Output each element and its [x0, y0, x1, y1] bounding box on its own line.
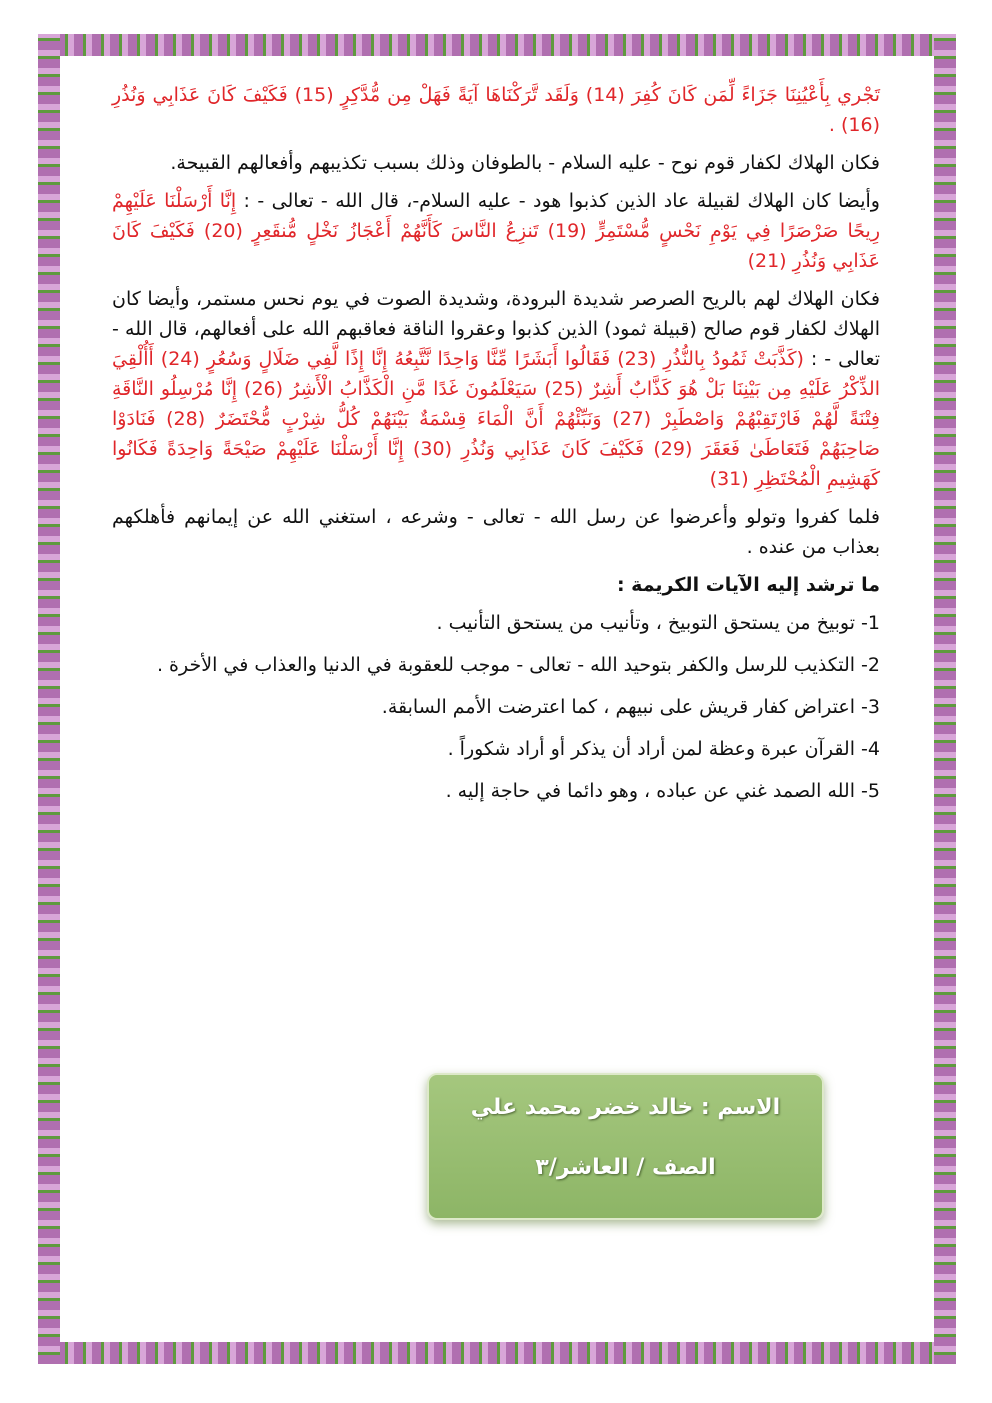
- lesson-item: 5- الله الصمد غني عن عباده ، وهو دائما في حاجة إليه .: [445, 780, 880, 802]
- student-name: الاسم : خالد خضر محمد علي: [470, 1095, 781, 1120]
- decorative-border-bottom: [38, 1342, 956, 1364]
- commentary-text: فكان الهلاك لكفار قوم نوح - عليه السلام - بالطوفان وذلك بسبب تكذيبهم وأفعالهم القبيحة.: [170, 152, 880, 174]
- quran-verse: (كَذَّبَتْ ثَمُودُ بِالنُّذُرِ (23) فَقَالُوا أَبَشَرًا مِّنَّا وَاحِدًا نَّتَّبِعُهُ إِنَّا إِذًا لَّفِي ضَلَالٍ وَسُعُرٍ (24) أَأُلْقِيَ الذِّكْرُ عَلَيْهِ مِن بَيْنِنَا بَلْ هُوَ كَذَّابٌ أَشِرٌ (25) سَيَعْلَمُونَ غَدًا مَّنِ الْكَذَّابُ الْأَشِرُ (26) إِنَّا مُرْسِلُو النَّاقَةِ فِتْنَةً لَّهُمْ فَارْتَقِبْهُمْ وَاصْطَبِرْ (27) وَنَبِّئْهُمْ أَنَّ الْمَاءَ قِسْمَةٌ بَيْنَهُمْ كُلُّ شِرْبٍ مُّحْتَضَرٌ (28) فَنَادَوْا صَاحِبَهُمْ فَتَعَاطَىٰ فَعَقَرَ (29) فَكَيْفَ كَانَ عَذَابِي وَنُذُرِ (30) إِنَّا أَرْسَلْنَا عَلَيْهِمْ صَيْحَةً وَاحِدَةً فَكَانُوا كَهَشِيمِ الْمُحْتَظِرِ (31): [112, 348, 880, 490]
- lesson-item: 3- اعتراض كفار قريش على نبيهم ، كما اعترضت الأمم السابقة.: [381, 696, 880, 718]
- commentary-text: وأيضا كان الهلاك لقبيلة عاد الذين كذبوا هود - عليه السلام-، قال الله - تعالى - :: [236, 190, 880, 212]
- student-class: الصف / العاشر/٣: [535, 1155, 716, 1180]
- lesson-item: 4- القرآن عبرة وعظة لمن أراد أن يذكر أو أراد شكوراً .: [447, 738, 880, 760]
- student-name-card: [427, 1073, 824, 1220]
- decorative-border-left: [38, 34, 60, 1364]
- quran-verse: إِنَّا أَرْسَلْنَا عَلَيْهِمْ رِيحًا صَرْصَرًا فِي يَوْمِ نَحْسٍ مُّسْتَمِرٍّ (19) تَنزِعُ النَّاسَ كَأَنَّهُمْ أَعْجَازُ نَخْلٍ مُّنقَعِرٍ (20) فَكَيْفَ كَانَ عَذَابِي وَنُذُرِ (21): [112, 190, 880, 272]
- decorative-border-top: [38, 34, 956, 56]
- lessons-list: [112, 608, 880, 806]
- commentary-text: فكان الهلاك لهم بالريح الصرصر شديدة البرودة، وشديدة الصوت في يوم نحس مستمر، وأيضا كان الهلاك لكفار قوم صالح (قبيلة ثمود) الذين كذبوا وعقروا الناقة فعاقبهم الله على أفعالهم، قال الله - تعالى - :: [112, 288, 881, 370]
- decorative-border-right: [934, 34, 956, 1364]
- paragraph-4: [112, 284, 880, 494]
- lesson-item: 2- التكذيب للرسل والكفر بتوحيد الله - تعالى - موجب للعقوبة في الدنيا والعذاب في الأخرة .: [156, 654, 880, 676]
- paragraph-5: [112, 502, 880, 562]
- quran-verse: تَجْري بِأَعْيُنِنَا جَزَاءً لِّمَن كَانَ كُفِرَ (14) وَلَقَد تَّرَكْنَاهَا آيَةً فَهَلْ مِن مُّدَّكِرٍ (15) فَكَيْفَ كَانَ عَذَابِي وَنُذُرِ (16) .: [112, 84, 880, 136]
- lesson-item: 1- توبيخ من يستحق التوبيخ ، وتأنيب من يستحق التأنيب .: [436, 612, 880, 634]
- paragraph-1: [112, 80, 880, 140]
- commentary-text: فلما كفروا وتولو وأعرضوا عن رسل الله - تعالى - وشرعه ، استغني الله عن إيمانهم فأهلكهم بعذاب من عنده .: [112, 506, 880, 558]
- lessons-heading: ما ترشد إليه الآيات الكريمة :: [616, 574, 880, 596]
- paragraph-2: [112, 148, 880, 178]
- paragraph-3: [112, 186, 880, 276]
- document-body: [112, 80, 880, 818]
